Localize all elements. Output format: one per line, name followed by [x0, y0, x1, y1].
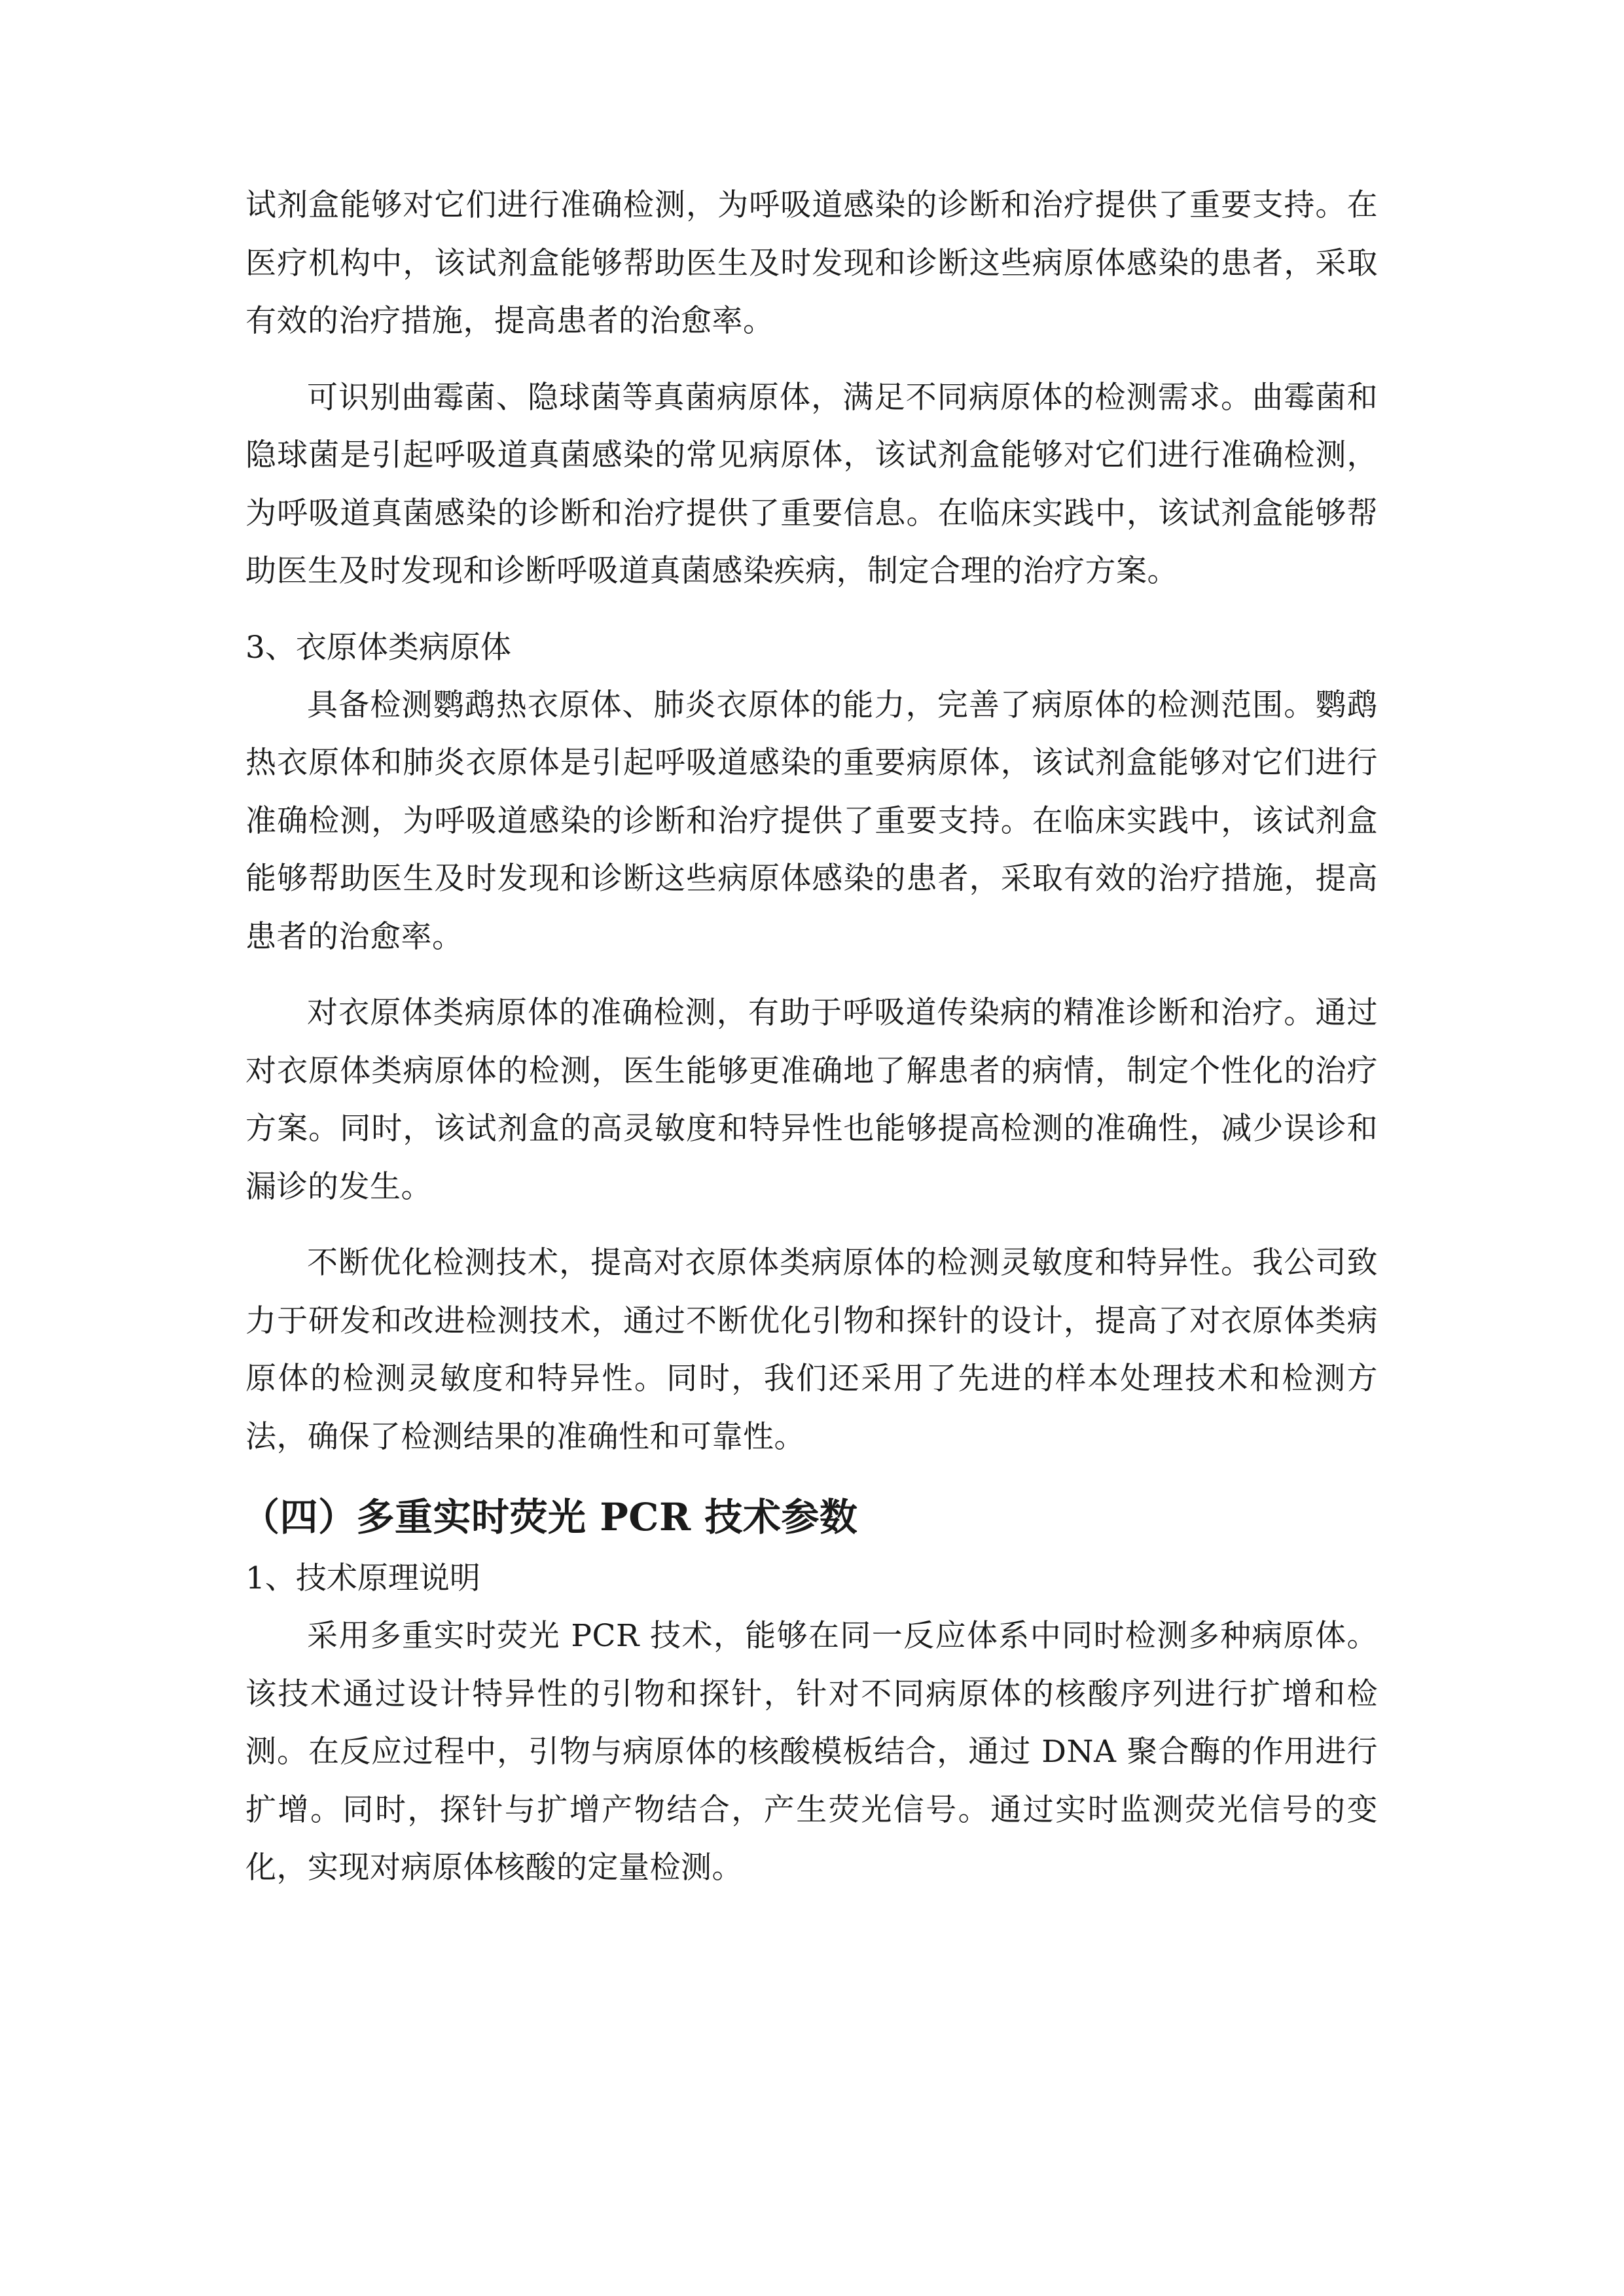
- document-page: [242, 177, 1378, 1897]
- subheading-technical-principle: 1、技术原理说明: [245, 1560, 480, 1596]
- paragraph-pcr-principle: 采用多重实时荧光 PCR 技术，能够在同一反应体系中同时检测多种病原体。该技术通过设计特异性的引物和探针，针对不同病原体的核酸序列进行扩增和检测。在反应过程中，引物与病原体的核酸模板结合，通过 DNA 聚合酶的作用进行扩增。同时，探针与扩增产物结合，产生荧光信号。通过实时监测荧光信号的变化，实现对病原体核酸的定量检测。: [245, 1618, 1378, 1886]
- paragraph-chlamydia-detection: 具备检测鹦鹉热衣原体、肺炎衣原体的能力，完善了病原体的检测范围。鹦鹉热衣原体和肺炎衣原体是引起呼吸道感染的重要病原体，该试剂盒能够对它们进行准确检测，为呼吸道感染的诊断和治疗提供了重要支持。在临床实践中，该试剂盒能够帮助医生及时发现和诊断这些病原体感染的患者，采取有效的治疗措施，提高患者的治愈率。: [245, 687, 1378, 955]
- paragraph-kit-support: 试剂盒能够对它们进行准确检测，为呼吸道感染的诊断和治疗提供了重要支持。在医疗机构中，该试剂盒能够帮助医生及时发现和诊断这些病原体感染的患者，采取有效的治疗措施，提高患者的治愈率。: [245, 187, 1378, 339]
- spacer: [245, 966, 1378, 984]
- section-heading-pcr-parameters: （四）多重实时荧光 PCR 技术参数: [242, 1495, 858, 1539]
- spacer: [245, 1216, 1378, 1234]
- paragraph-technology-optimization: 不断优化检测技术，提高对衣原体类病原体的检测灵敏度和特异性。我公司致力于研发和改进检测技术，通过不断优化引物和探针的设计，提高了对衣原体类病原体的检测灵敏度和特异性。同时，我们还采用了先进的样本处理技术和检测方法，确保了检测结果的准确性和可靠性。: [245, 1245, 1378, 1455]
- subheading-chlamydia-pathogens: 3、衣原体类病原体: [245, 629, 511, 666]
- spacer: [245, 601, 1378, 619]
- paragraph-precise-diagnosis: 对衣原体类病原体的准确检测，有助于呼吸道传染病的精准诊断和治疗。通过对衣原体类病原体的检测，医生能够更准确地了解患者的病情，制定个性化的治疗方案。同时，该试剂盒的高灵敏度和特异性也能够提高检测的准确性，减少误诊和漏诊的发生。: [245, 995, 1378, 1205]
- spacer: [245, 351, 1378, 369]
- paragraph-fungal-pathogens: 可识别曲霉菌、隐球菌等真菌病原体，满足不同病原体的检测需求。曲霉菌和隐球菌是引起呼吸道真菌感染的常见病原体，该试剂盒能够对它们进行准确检测，为呼吸道真菌感染的诊断和治疗提供了重要信息。在临床实践中，该试剂盒能够帮助医生及时发现和诊断呼吸道真菌感染疾病，制定合理的治疗方案。: [245, 379, 1378, 589]
